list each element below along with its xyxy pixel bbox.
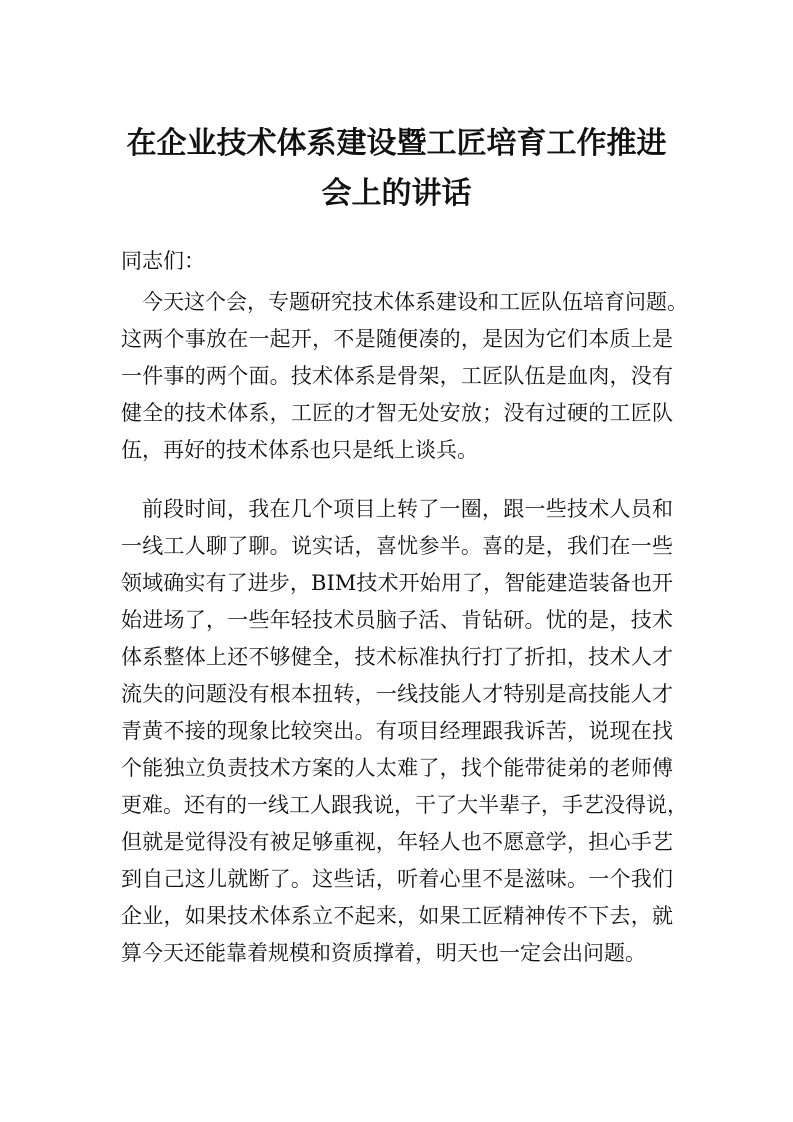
- salutation-text: 同志们：: [121, 249, 205, 273]
- paragraph-1-line: 健全的技术体系，工匠的才智无处安放；没有过硬的工匠队: [121, 401, 673, 425]
- document-title-line-2: 会上的讲话: [321, 176, 472, 211]
- paragraph-2-line: 更难。还有的一线工人跟我说，干了大半辈子，手艺没得说，: [121, 793, 688, 817]
- paragraph-2-line: 始进场了，一些年轻技术员脑子活、肯钻研。忧的是，技术: [121, 608, 673, 632]
- paragraph-2: [121, 491, 688, 972]
- paragraph-1: [121, 284, 688, 469]
- paragraph-2-line: 流失的问题没有根本扭转，一线技能人才特别是高技能人才: [121, 682, 673, 706]
- paragraph-2-line: 领域确实有了进步，BIM技术开始用了，智能建造装备也开: [121, 571, 673, 595]
- paragraph-2-line: 企业，如果技术体系立不起来，如果工匠精神传不下去，就: [121, 904, 673, 928]
- paragraph-2-line: 青黄不接的现象比较突出。有项目经理跟我诉苦，说现在找: [121, 719, 673, 743]
- paragraph-2-line: 但就是觉得没有被足够重视，年轻人也不愿意学，担心手艺: [121, 830, 673, 854]
- salutation: [121, 243, 673, 280]
- paragraph-2-line: 到自己这儿就断了。这些话，听着心里不是滋味。一个我们: [121, 867, 673, 891]
- paragraph-2-line: 体系整体上还不够健全，技术标准执行打了折扣，技术人才: [121, 645, 673, 669]
- paragraph-2-line: 个能独立负责技术方案的人太难了，找个能带徒弟的老师傅: [121, 756, 673, 780]
- paragraph-1-line: 一件事的两个面。技术体系是骨架，工匠队伍是血肉，没有: [121, 364, 673, 388]
- paragraph-1-line: 这两个事放在一起开，不是随便凑的，是因为它们本质上是: [121, 327, 673, 351]
- paragraph-1-line: 伍，再好的技术体系也只是纸上谈兵。: [121, 438, 478, 462]
- paragraph-1-line: 今天这个会，专题研究技术体系建设和工匠队伍培育问题。: [142, 290, 688, 314]
- paragraph-2-line: 一线工人聊了聊。说实话，喜忧参半。喜的是，我们在一些: [121, 534, 673, 558]
- document-title-line-1: 在企业技术体系建设暨工匠培育工作推进: [126, 126, 667, 161]
- paragraph-2-line: 前段时间，我在几个项目上转了一圈，跟一些技术人员和: [142, 497, 673, 521]
- paragraph-2-line: 算今天还能靠着规模和资质撑着，明天也一定会出问题。: [121, 941, 646, 965]
